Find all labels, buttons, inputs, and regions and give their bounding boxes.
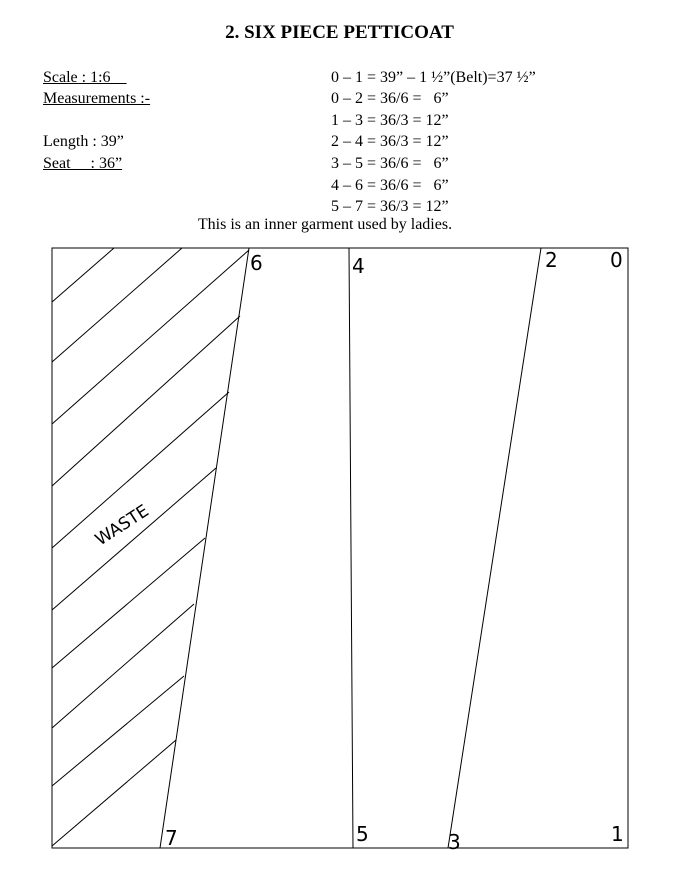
measurements-heading: Measurements :- (43, 90, 151, 107)
garment-note: This is an inner garment used by ladies. (197, 216, 453, 233)
point-0-label: 0 (610, 248, 623, 272)
point-2-label: 2 (545, 248, 558, 272)
calc-line: 3 – 5 = 36/6 = 6” (331, 155, 449, 172)
calc-line: 2 – 4 = 36/3 = 12” (331, 133, 449, 150)
line-4-5 (349, 248, 353, 848)
calc-line: 5 – 7 = 36/3 = 12” (331, 198, 449, 215)
page-title: 2. SIX PIECE PETTICOAT (225, 22, 454, 43)
length-measurement: Length : 39” (43, 133, 124, 150)
calc-line: 0 – 2 = 36/6 = 6” (331, 90, 449, 107)
line-6-7 (160, 248, 249, 848)
point-6-label: 6 (250, 251, 263, 275)
line-2-3 (448, 248, 541, 848)
calc-line: 0 – 1 = 39” – 1 ½”(Belt)=37 ½” (331, 69, 536, 86)
calc-line: 1 – 3 = 36/3 = 12” (331, 112, 449, 129)
waste-hatching (52, 248, 249, 846)
point-4-label: 4 (352, 254, 365, 278)
scale-label: Scale : 1:6 (43, 69, 127, 86)
calc-line: 4 – 6 = 36/6 = 6” (331, 177, 449, 194)
seat-measurement: Seat : 36” (43, 155, 123, 172)
point-3-label: 3 (448, 830, 461, 854)
point-5-label: 5 (356, 822, 369, 846)
point-1-label: 1 (611, 822, 624, 846)
pattern-outline (52, 248, 628, 848)
waste-label: WASTE (91, 501, 153, 551)
point-7-label: 7 (165, 826, 178, 850)
